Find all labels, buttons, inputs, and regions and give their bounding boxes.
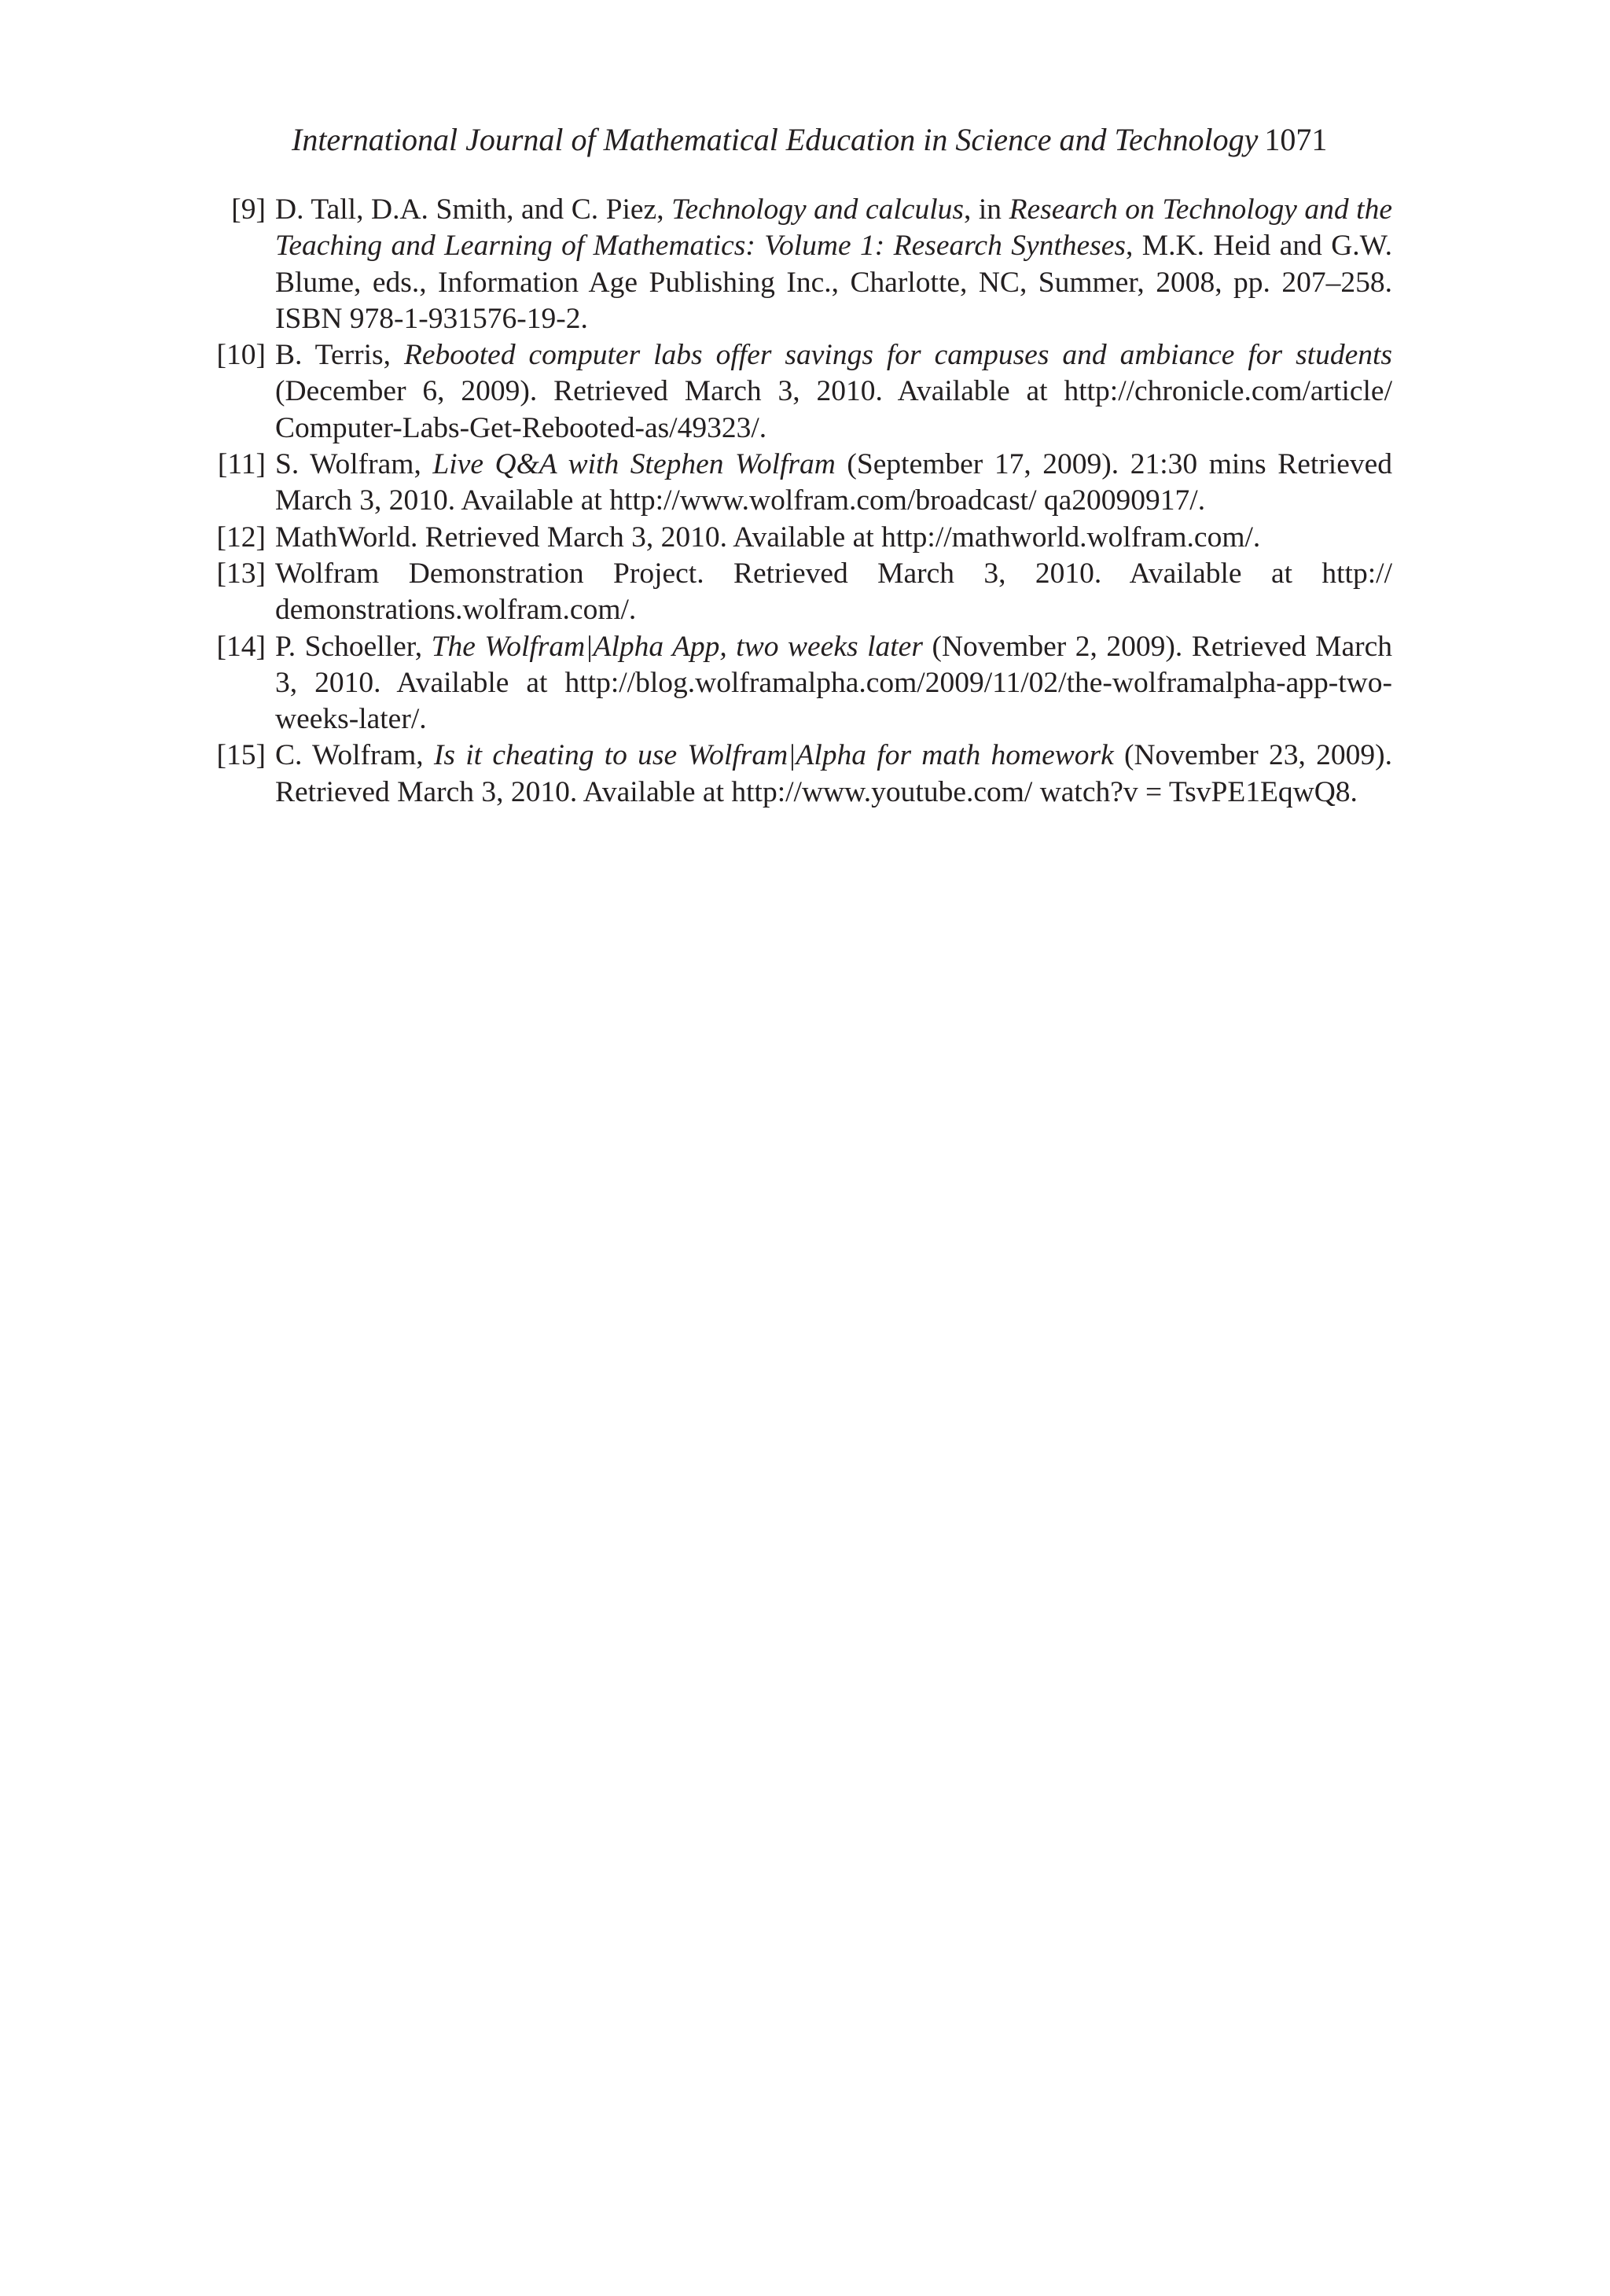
reference-authors: C. Wolfram, — [275, 739, 434, 772]
reference-title: Rebooted computer labs offer savings for campuses and ambiance for students — [403, 339, 1392, 372]
reference-publication: (December 6, 2009). Retrieved March 3, 2010. Available at http://chronicle.com/article/ Computer-Labs-Get-Rebooted-as/49323/. — [275, 375, 1392, 444]
reference-11 — [212, 447, 1392, 520]
reference-title: Is it cheating to use Wolfram|Alpha for math homework — [433, 739, 1114, 772]
reference-number: [9] — [231, 193, 266, 226]
page-number: 1071 — [1264, 122, 1328, 157]
reference-publication: (November 23, 2009). Retrieved March 3, 2010. Available at http://www.youtube.com/ watch?v = TsvPE1EqwQ8. — [275, 739, 1392, 808]
reference-list — [212, 192, 1392, 811]
reference-title: The Wolfram|Alpha App, two weeks later — [431, 630, 923, 663]
reference-publication: (November 2, 2009). Retrieved March 3, 2010. Available at http://blog.wolframalpha.com/2009/11/02/the-wolframalpha-app-two-weeks-later/. — [275, 630, 1392, 736]
reference-text: MathWorld. Retrieved March 3, 2010. Available at http://mathworld.wolfram.com/. — [275, 521, 1261, 554]
reference-9 — [212, 192, 1392, 337]
reference-number: [12] — [216, 521, 266, 554]
reference-number: [10] — [216, 339, 266, 372]
reference-authors: B. Terris, — [275, 339, 404, 372]
reference-title: Technology and calculus — [671, 193, 964, 226]
reference-authors: D. Tall, D.A. Smith, and C. Piez, — [275, 193, 672, 226]
reference-text: Wolfram Demonstration Project. Retrieved March 3, 2010. Available at http:// demonstrations.wolfram.com/. — [275, 557, 1392, 627]
journal-title: International Journal of Mathematical Education in Science and Technology — [292, 122, 1259, 157]
reference-13 — [212, 556, 1392, 629]
reference-number: [15] — [216, 739, 266, 772]
reference-book-title: Research on Technology and the Teaching and Learning of Mathematics: Volume 1: Research Syntheses — [275, 193, 1392, 263]
running-head — [292, 118, 1392, 162]
reference-12 — [212, 520, 1392, 556]
reference-14 — [212, 629, 1392, 738]
reference-text: , in — [963, 193, 1009, 226]
reference-title: Live Q&A with Stephen Wolfram — [432, 448, 836, 481]
reference-publication: , M.K. Heid and G.W. Blume, eds., Information Age Publishing Inc., Charlotte, NC, Summer, 2008, pp. 207–258. ISBN 978-1-931576-19-2. — [275, 230, 1392, 335]
reference-authors: P. Schoeller, — [275, 630, 432, 663]
reference-10 — [212, 337, 1392, 447]
reference-15 — [212, 738, 1392, 811]
reference-publication: (September 17, 2009). 21:30 mins Retrieved March 3, 2010. Available at http://www.wolfram.com/broadcast/ qa20090917/. — [275, 448, 1392, 517]
reference-number: [14] — [216, 630, 266, 663]
reference-number: [11] — [217, 448, 266, 481]
reference-authors: S. Wolfram, — [275, 448, 433, 481]
reference-number: [13] — [216, 557, 266, 590]
